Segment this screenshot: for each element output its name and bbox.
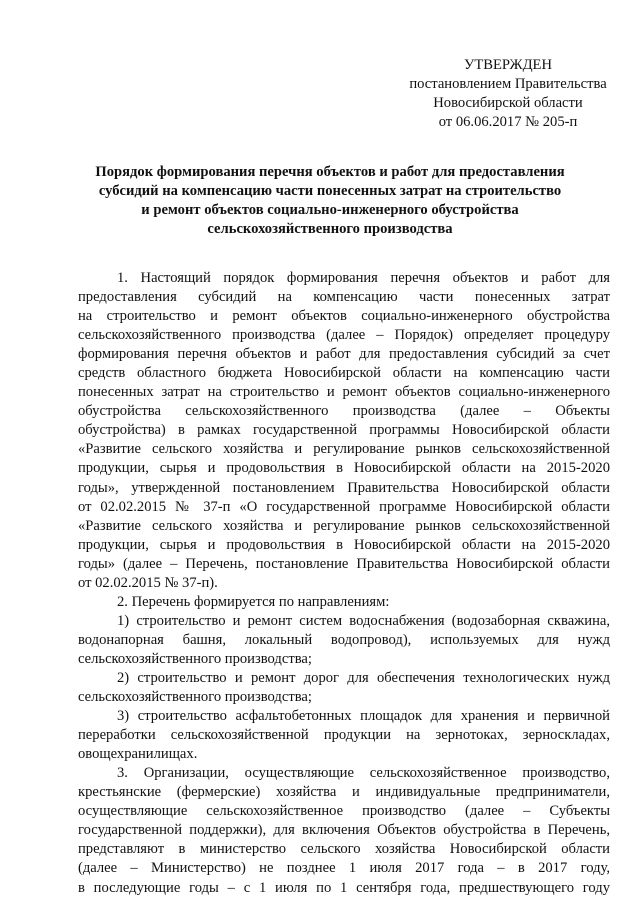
approval-heading: УТВЕРЖДЕН	[464, 57, 552, 73]
body-line: предоставления субсидий на компенсацию части понесенных затрат	[78, 289, 610, 306]
body-line: продукции, сырья и продовольствия в Новосибирской области на 2015-2020	[78, 536, 610, 553]
title-line: и ремонт объектов социально-инженерного обустройства	[141, 202, 519, 218]
body-line: сельскохозяйственного производства;	[78, 650, 312, 667]
body-line: (далее – Министерство) не позднее 1 июля 2017 года – в 2017 году,	[78, 860, 610, 877]
body-line: годы», утвержденной постановлением Правительства Новосибирской области	[78, 479, 610, 496]
body-line: крестьянские (фермерские) хозяйства и индивидуальные предприниматели,	[78, 784, 610, 801]
body-line: овощехранилищах.	[78, 746, 198, 763]
body-line: 2. Перечень формируется по направлениям:	[117, 593, 390, 610]
body-line: «Развитие сельского хозяйства и регулирование рынков сельскохозяйственной	[78, 441, 610, 458]
title-line: субсидий на компенсацию части понесенных затрат на строительство	[98, 183, 562, 199]
body-line: 3) строительство асфальтобетонных площадок для хранения и первичной	[117, 708, 610, 725]
approval-line: Новосибирской области	[433, 95, 583, 111]
approval-date-number: от 06.06.2017 № 205-п	[438, 114, 578, 130]
approval-stamp	[398, 56, 618, 132]
body-line: представляют в министерство сельского хозяйства Новосибирской области	[78, 841, 610, 858]
body-line: в последующие годы – с 1 июля по 1 сентября года, предшествующего году	[78, 879, 610, 896]
body-line: 3. Организации, осуществляющие сельскохозяйственное производство,	[117, 765, 610, 782]
body-line: обустройства сельскохозяйственного производства (далее – Объекты	[78, 403, 610, 420]
title-line: Порядок формирования перечня объектов и работ для предоставления	[95, 164, 565, 180]
approval-line: постановлением Правительства	[409, 76, 607, 92]
body-line: водонапорная башня, локальный водопровод), используемых для нужд	[78, 631, 610, 648]
body-line: государственной поддержки), для включения Объектов обустройства в Перечень,	[78, 822, 610, 839]
body-line: переработки сельскохозяйственной продукции на зернотоках, зерноскладах,	[78, 727, 610, 744]
body-line: на строительство и ремонт объектов социально-инженерного обустройства	[78, 308, 610, 325]
body-line: продукции, сырья и продовольствия в Новосибирской области на 2015-2020	[78, 460, 610, 477]
body-line: «Развитие сельского хозяйства и регулирование рынков сельскохозяйственной	[78, 517, 610, 534]
body-line: обустройства) в рамках государственной программы Новосибирской области	[78, 422, 610, 439]
body-line: годы» (далее – Перечень, постановление Правительства Новосибирской области	[78, 555, 610, 572]
body-line: средств областного бюджета Новосибирской области на компенсацию части	[78, 365, 610, 382]
title-line: сельскохозяйственного производства	[207, 221, 453, 237]
body-line: осуществляющие сельскохозяйственное производство (далее – Субъекты	[78, 803, 610, 820]
body-line: от 02.02.2015 № 37-п).	[78, 574, 218, 591]
body-line: понесенных затрат на строительство и ремонт объектов социально-инженерного	[78, 384, 610, 401]
body-line: сельскохозяйственного производства;	[78, 689, 312, 706]
body-line: 1. Настоящий порядок формирования перечня объектов и работ для	[117, 270, 610, 286]
body-line: сельскохозяйственного производства (далее – Порядок) определяет процедуру	[78, 327, 610, 344]
document-title	[60, 163, 600, 239]
body-line: 2) строительство и ремонт дорог для обеспечения технологических нужд	[117, 669, 610, 686]
body-line: 1) строительство и ремонт систем водоснабжения (водозаборная скважина,	[117, 612, 610, 629]
body-line: формирования перечня объектов и работ для предоставления субсидий за счет	[78, 346, 610, 363]
document-body	[78, 269, 610, 898]
body-line: от 02.02.2015 № 37-п «О государственной программе Новосибирской области	[78, 498, 610, 515]
